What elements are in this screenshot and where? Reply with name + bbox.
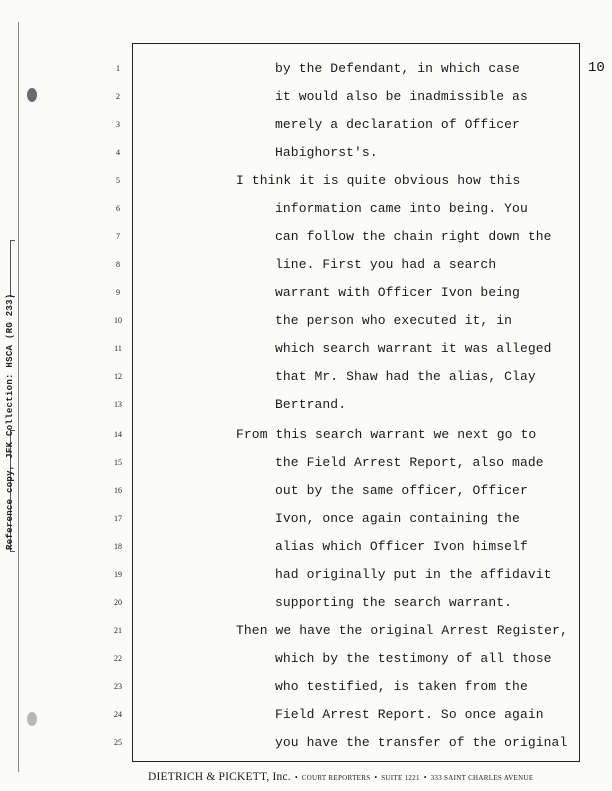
line-number: 6 — [116, 204, 120, 213]
punch-hole-mark — [27, 712, 37, 726]
line-number: 19 — [114, 570, 122, 579]
transcript-line: who testified, is taken from the — [275, 679, 528, 694]
firm-name: DIETRICH & PICKETT, Inc. — [148, 771, 291, 783]
line-number: 20 — [114, 598, 122, 607]
transcript-line: line. First you had a search — [275, 257, 497, 272]
line-number: 1 — [116, 64, 120, 73]
binding-margin-rule — [18, 22, 19, 772]
line-number: 13 — [114, 400, 122, 409]
transcript-line: Habighorst's. — [275, 145, 378, 160]
transcript-line: information came into being. You — [275, 201, 528, 216]
separator-dot: • — [294, 773, 298, 782]
transcript-line: had originally put in the affidavit — [275, 567, 552, 582]
margin-bracket — [10, 240, 15, 297]
transcript-line: merely a declaration of Officer — [275, 117, 520, 132]
transcript-line: alias which Officer Ivon himself — [275, 539, 528, 554]
line-number: 25 — [114, 738, 122, 747]
line-number: 22 — [114, 654, 122, 663]
transcript-line: the Field Arrest Report, also made — [275, 455, 544, 470]
transcript-line: Field Arrest Report. So once again — [275, 707, 544, 722]
footer-service: COURT REPORTERS — [301, 774, 371, 782]
footer-suite: SUITE 1221 — [381, 774, 420, 782]
transcript-line: out by the same officer, Officer — [275, 483, 528, 498]
line-number: 16 — [114, 486, 122, 495]
line-number: 21 — [114, 626, 122, 635]
transcript-line: supporting the search warrant. — [275, 595, 513, 610]
line-number: 4 — [116, 148, 120, 157]
page-number: 10 — [588, 60, 605, 76]
separator-dot: • — [423, 773, 427, 782]
line-number: 15 — [114, 458, 122, 467]
line-number: 18 — [114, 542, 122, 551]
line-number: 9 — [116, 288, 120, 297]
transcript-line: I think it is quite obvious how this — [236, 173, 521, 188]
line-number: 17 — [114, 514, 122, 523]
transcript-line: can follow the chain right down the — [275, 229, 552, 244]
transcript-line: Bertrand. — [275, 397, 347, 412]
footer-address: 333 SAINT CHARLES AVENUE — [430, 774, 534, 782]
line-number: 8 — [116, 260, 120, 269]
line-number: 12 — [114, 372, 122, 381]
line-number: 23 — [114, 682, 122, 691]
transcript-frame-bottom — [132, 761, 580, 762]
line-number: 7 — [116, 232, 120, 241]
transcript-line: by the Defendant, in which case — [275, 61, 520, 76]
transcript-line: it would also be inadmissible as — [275, 89, 528, 104]
punch-hole-mark — [27, 88, 37, 102]
transcript-line: From this search warrant we next go to — [236, 427, 537, 442]
line-number: 10 — [114, 316, 122, 325]
line-number: 5 — [116, 176, 120, 185]
transcript-line: which by the testimony of all those — [275, 651, 552, 666]
transcript-line: that Mr. Shaw had the alias, Clay — [275, 369, 536, 384]
line-number: 3 — [116, 120, 120, 129]
transcript-line: Ivon, once again containing the — [275, 511, 520, 526]
transcript-line: which search warrant it was alleged — [275, 341, 552, 356]
line-number: 24 — [114, 710, 122, 719]
archive-reference-stamp: Reference copy, JFK Collection: HSCA (RG 233) — [5, 293, 15, 550]
transcript-line: you have the transfer of the original — [275, 735, 568, 750]
transcript-line: the person who executed it, in — [275, 313, 513, 328]
line-number: 14 — [114, 430, 122, 439]
separator-dot: • — [374, 773, 378, 782]
transcript-line: warrant with Officer Ivon being — [275, 285, 520, 300]
court-reporter-footer — [148, 767, 533, 785]
line-number: 11 — [114, 344, 122, 353]
transcript-line: Then we have the original Arrest Register, — [236, 623, 568, 638]
line-number: 2 — [116, 92, 120, 101]
